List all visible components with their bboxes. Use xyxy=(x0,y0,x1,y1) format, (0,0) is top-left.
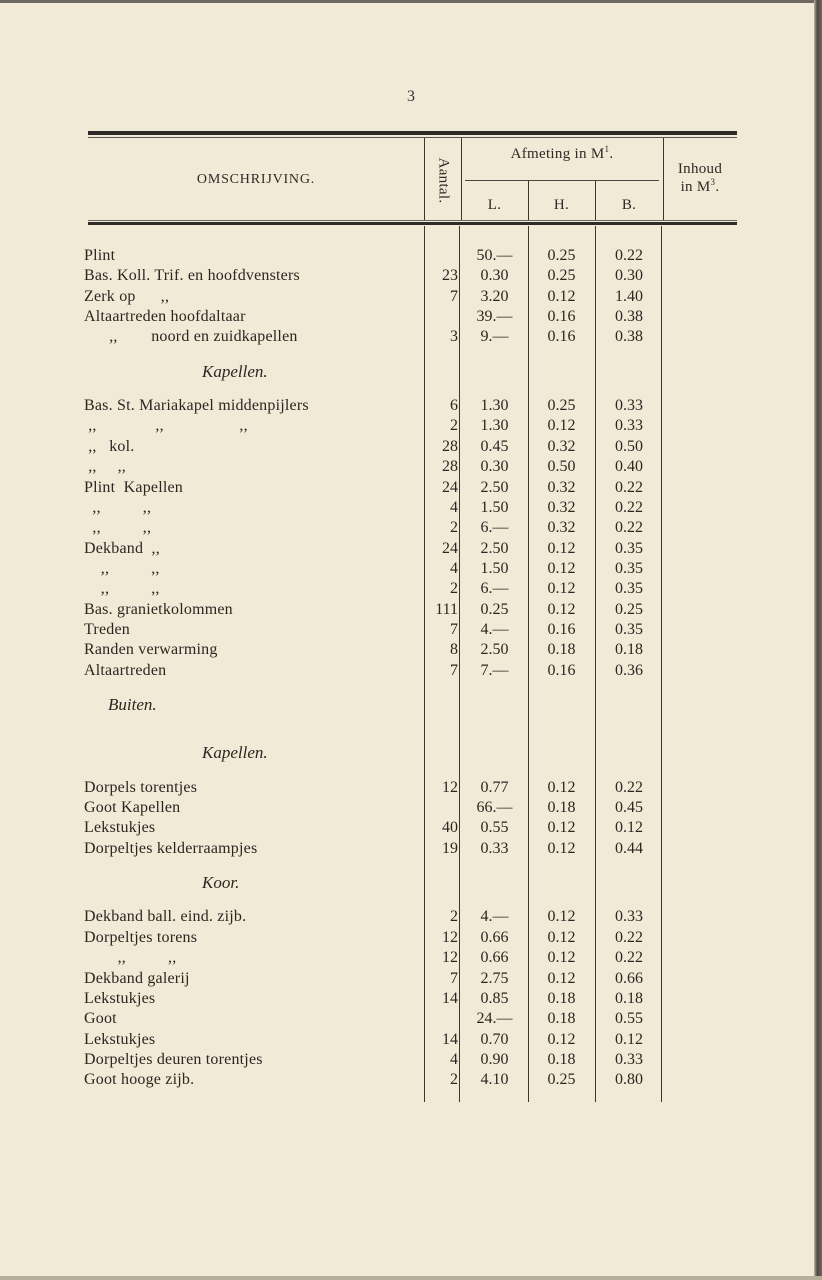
row-height: 0.25 xyxy=(547,267,576,285)
row-width: 0.22 xyxy=(615,519,643,537)
section-heading xyxy=(0,873,740,893)
row-count: 7 xyxy=(450,969,458,987)
row-count: 12 xyxy=(442,949,458,967)
row-count: 7 xyxy=(450,661,458,679)
row-height: 0.12 xyxy=(547,417,576,435)
section-heading xyxy=(0,362,740,382)
table-row xyxy=(0,839,740,859)
table-row xyxy=(0,928,740,948)
table-row xyxy=(0,620,740,640)
header-volume-sup: 3 xyxy=(710,177,716,187)
row-height: 0.32 xyxy=(547,478,576,496)
row-count: 4 xyxy=(450,1050,458,1068)
table-row xyxy=(0,1050,740,1070)
row-count: 7 xyxy=(450,287,458,305)
row-length: 6.— xyxy=(480,580,509,598)
row-description: Plint xyxy=(84,247,116,264)
row-count: 19 xyxy=(442,839,458,857)
header-dimensions-label: Afmeting in M xyxy=(510,146,605,162)
section-heading xyxy=(0,695,740,715)
table-row xyxy=(0,498,740,518)
row-length: 2.50 xyxy=(480,539,509,557)
row-length: 7.— xyxy=(480,661,509,679)
table-row xyxy=(0,1070,740,1090)
table-row xyxy=(0,798,740,818)
row-width: 0.25 xyxy=(615,600,643,618)
header-count-label: Aantal. xyxy=(435,157,451,203)
header-volume-line1: Inhoud xyxy=(677,161,723,177)
table-row xyxy=(0,600,740,620)
row-description: Dorpeltjes torens xyxy=(84,928,198,946)
row-description: Lekstukjes xyxy=(84,989,156,1007)
row-description: Dorpels torentjes xyxy=(84,778,198,796)
row-length: 0.30 xyxy=(480,267,509,285)
row-length: 2.50 xyxy=(480,478,509,496)
row-width: 0.18 xyxy=(615,989,643,1007)
header-volume-line2: in M xyxy=(680,179,711,195)
row-width: 0.22 xyxy=(615,478,643,496)
row-height: 0.12 xyxy=(547,1030,576,1048)
row-length: 1.30 xyxy=(480,417,509,435)
row-height: 0.32 xyxy=(547,519,576,537)
row-height: 0.12 xyxy=(547,949,576,967)
table-row xyxy=(0,818,740,838)
row-length: 0.90 xyxy=(480,1050,509,1068)
table-row xyxy=(0,907,740,927)
table-row xyxy=(0,989,740,1009)
row-count: 24 xyxy=(442,478,458,496)
row-description: ,, kol. xyxy=(84,437,135,455)
table-row xyxy=(0,579,740,599)
row-height: 0.25 xyxy=(547,247,576,264)
row-length: 66.— xyxy=(476,799,513,817)
row-width: 0.35 xyxy=(615,580,643,598)
table-row xyxy=(0,559,740,579)
row-length: 6.— xyxy=(480,519,509,537)
row-length: 24.— xyxy=(476,1010,513,1028)
header-dimensions-dot: . xyxy=(609,146,614,162)
table-row xyxy=(0,416,740,436)
header-description: OMSCHRIJVING. xyxy=(196,172,316,187)
row-width: 0.38 xyxy=(615,308,643,326)
row-description: Bas. St. Mariakapel middenpijlers xyxy=(84,397,309,415)
header-length: L. xyxy=(487,197,502,213)
row-count: 4 xyxy=(450,559,458,577)
row-height: 0.25 xyxy=(547,397,576,415)
row-description: Goot xyxy=(84,1010,117,1028)
row-description: Goot hooge zijb. xyxy=(84,1071,195,1089)
row-length: 0.45 xyxy=(480,437,509,455)
row-width: 0.33 xyxy=(615,908,643,926)
row-height: 0.50 xyxy=(547,458,576,476)
row-width: 0.38 xyxy=(615,328,643,346)
table-row xyxy=(0,478,740,498)
row-width: 0.22 xyxy=(615,949,643,967)
header-afmeting-underline xyxy=(465,180,659,181)
row-description: Dekband galerij xyxy=(84,969,190,987)
row-height: 0.18 xyxy=(547,641,576,659)
table-row xyxy=(0,396,740,416)
row-height: 0.12 xyxy=(547,539,576,557)
row-description: Treden xyxy=(84,620,130,638)
section-title: Kapellen. xyxy=(202,743,268,763)
row-description: ,, ,, xyxy=(84,519,152,537)
row-width: 0.22 xyxy=(615,247,643,264)
table-row xyxy=(0,1030,740,1050)
row-count: 2 xyxy=(450,580,458,598)
page-number: 3 xyxy=(407,88,415,105)
row-length: 0.70 xyxy=(480,1030,509,1048)
row-description: Bas. granietkolommen xyxy=(84,600,233,618)
row-height: 0.12 xyxy=(547,580,576,598)
header-volume-line2-wrap xyxy=(663,178,737,196)
table-top-rule xyxy=(88,131,737,135)
row-length: 4.— xyxy=(480,908,509,926)
row-height: 0.18 xyxy=(547,1050,576,1068)
row-count: 3 xyxy=(450,328,458,346)
row-length: 0.30 xyxy=(480,458,509,476)
table-row xyxy=(0,287,740,307)
row-count: 2 xyxy=(450,908,458,926)
row-height: 0.12 xyxy=(547,819,576,837)
row-width: 0.33 xyxy=(615,397,643,415)
row-count: 12 xyxy=(442,928,458,946)
row-count: 2 xyxy=(450,1071,458,1089)
row-width: 0.12 xyxy=(615,1030,643,1048)
header-bottom-rule-thin xyxy=(88,220,737,221)
row-length: 4.— xyxy=(480,620,509,638)
row-length: 3.20 xyxy=(480,287,509,305)
row-description: Dorpeltjes deuren torentjes xyxy=(84,1050,263,1068)
section-title: Koor. xyxy=(202,873,240,893)
table-row xyxy=(0,518,740,538)
row-length: 4.10 xyxy=(480,1071,509,1089)
page-bottom-edge xyxy=(0,1276,822,1280)
row-length: 9.— xyxy=(480,328,509,346)
row-description: Dekband ,, xyxy=(84,539,160,557)
row-length: 2.75 xyxy=(480,969,509,987)
header-bottom-rule xyxy=(88,222,737,225)
table-row xyxy=(0,246,740,266)
row-count: 40 xyxy=(442,819,458,837)
row-description: Goot Kapellen xyxy=(84,799,181,817)
row-width: 0.12 xyxy=(615,819,643,837)
row-description: Altaartreden hoofdaltaar xyxy=(84,308,246,326)
row-width: 0.40 xyxy=(615,458,643,476)
row-count: 12 xyxy=(442,778,458,796)
row-description: ,, noord en zuidkapellen xyxy=(84,328,298,346)
row-count: 6 xyxy=(450,397,458,415)
section-title: Buiten. xyxy=(108,695,157,714)
row-count: 14 xyxy=(442,989,458,1007)
row-description: Dorpeltjes kelderraampjes xyxy=(84,839,258,857)
table-row xyxy=(0,640,740,660)
row-length: 0.77 xyxy=(480,778,509,796)
row-description: Lekstukjes xyxy=(84,1030,156,1048)
header-height: H. xyxy=(553,197,570,213)
row-height: 0.12 xyxy=(547,778,576,796)
row-width: 0.33 xyxy=(615,1050,643,1068)
row-width: 1.40 xyxy=(615,287,643,305)
row-length: 1.30 xyxy=(480,397,509,415)
row-width: 0.35 xyxy=(615,559,643,577)
row-width: 0.44 xyxy=(615,839,643,857)
row-width: 0.45 xyxy=(615,799,643,817)
row-width: 0.33 xyxy=(615,417,643,435)
row-description: Bas. Koll. Trif. en hoofdvensters xyxy=(84,267,300,285)
row-description: Altaartreden xyxy=(84,661,167,679)
row-description: ,, ,, xyxy=(84,458,126,476)
row-description: Dekband ball. eind. zijb. xyxy=(84,908,247,926)
row-description: ,, ,, xyxy=(84,580,160,598)
section-heading xyxy=(0,743,740,763)
row-length: 0.66 xyxy=(480,928,509,946)
row-description: Plint Kapellen xyxy=(84,478,183,496)
row-height: 0.12 xyxy=(547,287,576,305)
row-description: ,, ,, xyxy=(84,559,160,577)
row-description: Lekstukjes xyxy=(84,819,156,837)
row-width: 0.55 xyxy=(615,1010,643,1028)
table-row xyxy=(0,539,740,559)
row-height: 0.16 xyxy=(547,620,576,638)
header-count xyxy=(424,140,461,220)
row-height: 0.16 xyxy=(547,308,576,326)
row-width: 0.22 xyxy=(615,778,643,796)
row-count: 8 xyxy=(450,641,458,659)
row-length: 1.50 xyxy=(480,498,509,516)
row-count: 4 xyxy=(450,498,458,516)
page-edge-shadow xyxy=(814,0,822,1280)
table-row xyxy=(0,778,740,798)
table-row xyxy=(0,969,740,989)
row-height: 0.16 xyxy=(547,661,576,679)
row-height: 0.18 xyxy=(547,799,576,817)
row-height: 0.12 xyxy=(547,969,576,987)
row-description: ,, ,, xyxy=(84,949,177,967)
row-height: 0.12 xyxy=(547,559,576,577)
row-height: 0.32 xyxy=(547,498,576,516)
row-length: 1.50 xyxy=(480,559,509,577)
row-count: 7 xyxy=(450,620,458,638)
row-count: 24 xyxy=(442,539,458,557)
table-row xyxy=(0,948,740,968)
row-length: 0.33 xyxy=(480,839,509,857)
row-width: 0.30 xyxy=(615,267,643,285)
row-count: 14 xyxy=(442,1030,458,1048)
row-length: 0.85 xyxy=(480,989,509,1007)
row-height: 0.12 xyxy=(547,839,576,857)
header-volume xyxy=(663,160,737,196)
row-length: 2.50 xyxy=(480,641,509,659)
row-length: 50.— xyxy=(476,247,513,264)
table-row xyxy=(0,1009,740,1029)
row-height: 0.18 xyxy=(547,989,576,1007)
row-length: 0.55 xyxy=(480,819,509,837)
row-description: Zerk op ,, xyxy=(84,287,170,305)
table-top-rule-thin xyxy=(88,137,737,138)
row-width: 0.22 xyxy=(615,498,643,516)
row-length: 39.— xyxy=(476,308,513,326)
row-description: ,, ,, xyxy=(84,498,152,516)
row-height: 0.12 xyxy=(547,928,576,946)
row-count: 28 xyxy=(442,458,458,476)
row-description: Randen verwarming xyxy=(84,641,218,659)
row-count: 28 xyxy=(442,437,458,455)
table-row xyxy=(0,661,740,681)
row-height: 0.12 xyxy=(547,600,576,618)
row-width: 0.35 xyxy=(615,620,643,638)
section-title: Kapellen. xyxy=(202,361,268,381)
table-row xyxy=(0,327,740,347)
row-count: 2 xyxy=(450,417,458,435)
header-volume-dot: . xyxy=(715,179,720,195)
row-height: 0.32 xyxy=(547,437,576,455)
table-row xyxy=(0,266,740,286)
row-length: 0.66 xyxy=(480,949,509,967)
row-width: 0.35 xyxy=(615,539,643,557)
row-height: 0.16 xyxy=(547,328,576,346)
row-count: 23 xyxy=(442,267,458,285)
row-description: ,, ,, ,, xyxy=(84,417,248,435)
row-count: 2 xyxy=(450,519,458,537)
row-width: 0.36 xyxy=(615,661,643,679)
row-length: 0.25 xyxy=(480,600,509,618)
header-dimensions xyxy=(461,146,663,163)
row-width: 0.80 xyxy=(615,1071,643,1089)
row-height: 0.12 xyxy=(547,908,576,926)
row-width: 0.22 xyxy=(615,928,643,946)
row-width: 0.18 xyxy=(615,641,643,659)
row-count: 111 xyxy=(435,600,458,618)
header-width: B. xyxy=(621,197,637,213)
row-height: 0.25 xyxy=(547,1071,576,1089)
row-height: 0.18 xyxy=(547,1010,576,1028)
row-width: 0.66 xyxy=(615,969,643,987)
table-row xyxy=(0,437,740,457)
row-width: 0.50 xyxy=(615,437,643,455)
table-row xyxy=(0,457,740,477)
header-dimensions-sup: 1 xyxy=(604,144,610,154)
table-row xyxy=(0,307,740,327)
